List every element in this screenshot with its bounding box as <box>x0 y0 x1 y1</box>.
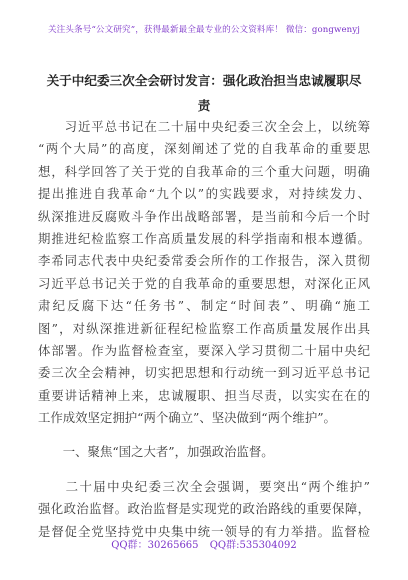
paragraph-line: 二十届中央纪委三次全会强调，要突出“两个维护” <box>38 478 370 494</box>
paragraph-line: 期推进纪检监察工作高质量发展的科学指南和根本遵循。 <box>38 230 370 246</box>
document-title-line-1: 关于中纪委三次全会研讨发言：强化政治担当忠诚履职尽 <box>46 73 362 88</box>
paragraph-line: 习近平总书记关于党的自我革命的重要思想，对深化正风 <box>38 275 370 291</box>
paragraph-line: 提出推进自我革命“九个以”的实践要求，对持续发力、 <box>38 186 370 202</box>
document-title-line-2: 责 <box>197 98 211 113</box>
paragraph-line: 想，科学回答了关于党的自我革命的三个重大问题，明确 <box>38 163 370 179</box>
paragraph-line: 肃纪反腐下达“任务书”、制定“时间表”、明确“施工 <box>38 298 370 314</box>
document-body <box>38 116 370 543</box>
section-heading: 一、聚焦“国之大者”，加强政治监督。 <box>38 444 274 460</box>
paragraph-line: 体部署。作为监督检查室，要深入学习贯彻二十届中央纪 <box>38 342 370 358</box>
footer-qq-group-1: QQ群：30265665 <box>111 540 199 551</box>
paragraph-line: 李希同志代表中央纪委常委会所作的工作报告，深入贯彻 <box>38 253 370 269</box>
paragraph-line: 是督促全党坚持党中央集中统一领导的有力举措。监督检 <box>38 523 370 539</box>
header-banner: 关注头条号“公文研究”，获得最新最全最专业的公文资料库！ 微信：gongwenyj <box>47 25 361 35</box>
footer-banner <box>0 536 408 551</box>
paragraph-line: 委三次全会精神，切实把思想和行动统一到习近平总书记 <box>38 365 370 381</box>
paragraph-line: 强化政治监督。政治监督是实现党的政治路线的重要保障， <box>38 501 370 517</box>
document-title <box>38 68 370 118</box>
footer-qq-group-2: QQ群:535304092 <box>209 540 297 551</box>
paragraph-line: 纵深推进反腐败斗争作出战略部署，是当前和今后一个时 <box>38 208 370 224</box>
paragraph-line: 工作成效坚定拥护“两个确立”、坚决做到“两个维护”。 <box>38 410 336 426</box>
paragraph-line: “两个大局”的高度，深刻阐述了党的自我革命的重要思 <box>38 141 370 157</box>
paragraph-line: 图”，对纵深推进新征程纪检监察工作高质量发展作出具 <box>38 320 370 336</box>
paragraph-line: 习近平总书记在二十届中央纪委三次全会上，以统筹 <box>38 119 370 134</box>
paragraph-line: 重要讲话精神上来，忠诚履职、担当尽责，以实实在在的 <box>38 387 370 403</box>
